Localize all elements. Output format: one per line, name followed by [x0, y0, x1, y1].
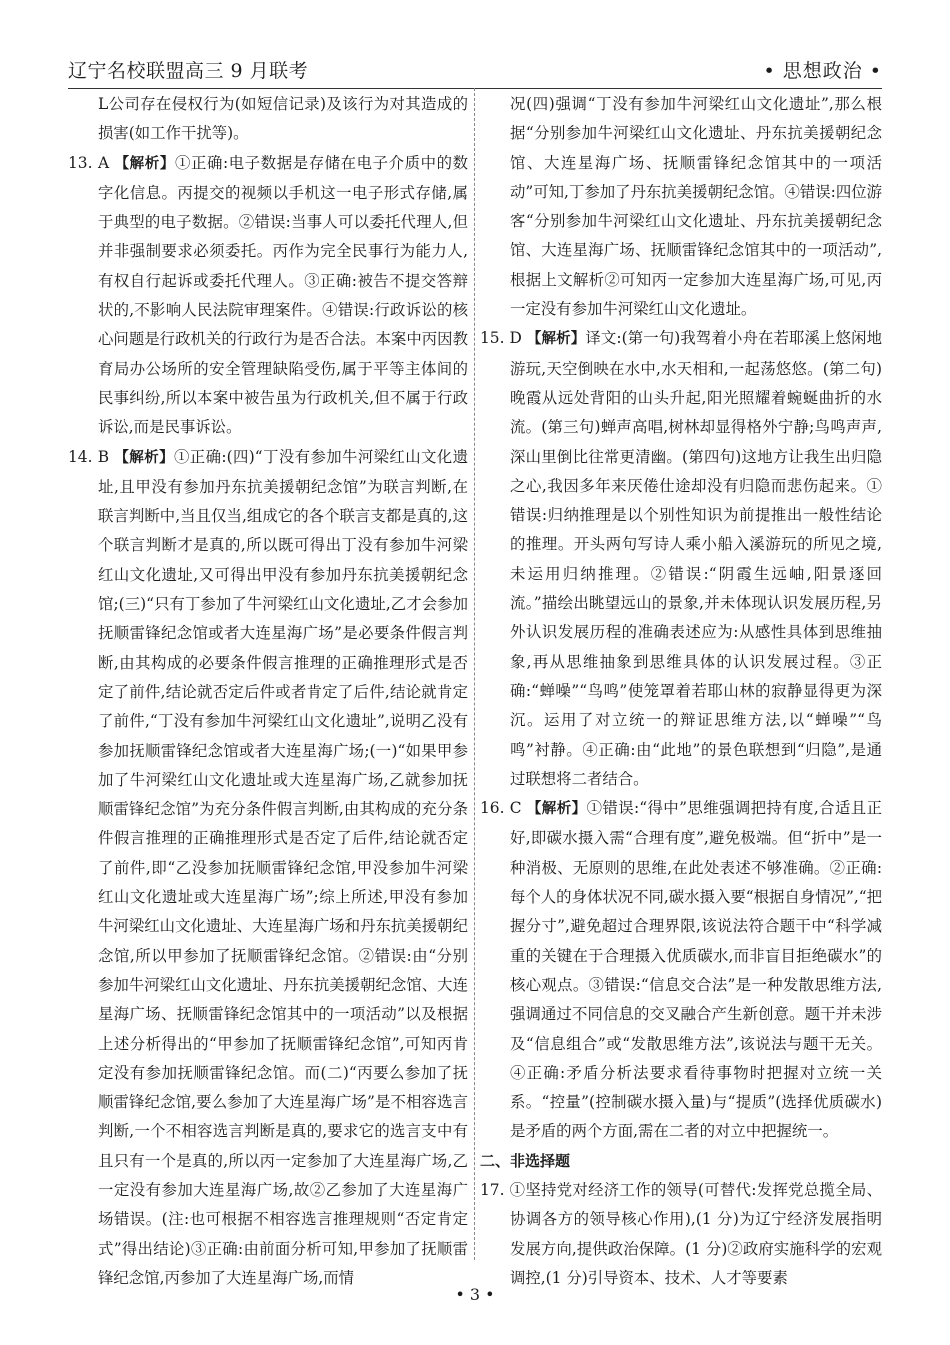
section-heading-nonchoice: 二、非选择题 — [480, 1151, 571, 1170]
column-divider — [474, 88, 475, 1260]
page-number: • 3 • — [455, 1285, 495, 1304]
q16-analysis-text: ①错误:“得中”思维强调把持有度,合适且正好,即碳水摄入需“合理有度”,避免极端。但“折中”是一种消极、无原则的思维,在此处表述不够准确。②正确:每个人的身体状况不同,碳水摄入要“根据自身情况”,“把握分寸”,避免超过合理界限,该说法符合题干中“科学减重的关键在于合理摄入优质碳水,而非盲目拒绝碳水”的核心观点。③错误:“信息交合法”是一种发散思维方法,强调通过不同信息的交叉融合产生新创意。题干并未涉及“信息组合”或“发散思维方法”,该说法与题干无关。④正确:矛盾分析法要求看待事物时把握对立统一关系。“控量”(控制碳水摄入量)与“提质”(选择优质碳水)是矛盾的两个方面,需在二者的对立中把握统一。 — [510, 799, 883, 1141]
q15-number: 15. D — [480, 329, 527, 348]
q16-number: 16. C — [480, 799, 527, 818]
q14-analysis-tag: 【解析】 — [114, 449, 175, 466]
q14-answer — [68, 443, 468, 1294]
left-column — [68, 90, 468, 1287]
q15-analysis-text: 译文:(第一句)我驾着小舟在若耶溪上悠闲地游玩,天空倒映在水中,水天相和,一起荡悠悠。(第二句)晚霞从远处背阳的山头升起,阳光照耀着蜿蜒曲折的水流。(第三句)蝉声高唱,树林却显得格外宁静;鸟鸣声声,深山里倒比往常更清幽。(第四句)这地方让我生出归隐之心,我因多年来厌倦仕途却没有归隐而悲伤起来。①错误:归纳推理是以个别性知识为前提推出一般性结论的推理。开头两句写诗人乘小船入溪游玩的所见之境,未运用归纳推理。②错误:“阴霞生远岫,阳景逐回流。”描绘出眺望远山的景象,并未体现认识发展历程,另外认识发展历程的准确表述应为:从感性具体到思维抽象,再从思维抽象到思维具体的认识发展过程。③正确:“蝉噪”“鸟鸣”使笼罩着若耶山林的寂静显得更为深沉。运用了对立统一的辩证思维方法,以“蝉噪”“鸟鸣”衬静。④正确:由“此地”的景色联想到“归隐”,是通过联想将二者结合。 — [510, 329, 882, 788]
q15-answer — [480, 324, 882, 794]
q15-analysis-tag: 【解析】 — [526, 331, 586, 348]
q14-analysis-text: ①正确:(四)“丁没有参加牛河梁红山文化遗址,且甲没有参加丹东抗美援朝纪念馆”为联言判断,在联言判断中,当且仅当,组成它的各个联言支都是真的,这个联言判断才是真的,所以既可得出丁没有参加牛河梁红山文化遗址,又可得出甲没有参加丹东抗美援朝纪念馆;(三)“只有丁参加了牛河梁红山文化遗址,乙才会参加抚顺雷锋纪念馆或者大连星海广场”是必要条件假言判断,由其构成的必要条件假言推理的正确推理形式是否定了前件,结论就否定后件或者肯定了后件,结论就肯定了前件,“丁没有参加牛河梁红山文化遗址”,说明乙没有参加抚顺雷锋纪念馆或者大连星海广场;(一)“如果甲参加了牛河梁红山文化遗址或大连星海广场,乙就参加抚顺雷锋纪念馆”为充分条件假言判断,由其构成的充分条件假言推理的正确推理形式是否定了后件,结论就否定了前件,即“乙没参加抚顺雷锋纪念馆,甲没参加牛河梁红山文化遗址或大连星海广场”;综上所述,甲没有参加牛河梁红山文化遗址、大连星海广场和丹东抗美援朝纪念馆,所以甲参加了抚顺雷锋纪念馆。②错误:由“分别参加牛河梁红山文化遗址、丹东抗美援朝纪念馆、大连星海广场、抚顺雷锋纪念馆其中的一项活动”以及根据上述分析得出的“甲参加了抚顺雷锋纪念馆”,可知丙肯定没有参加抚顺雷锋纪念馆。而(二)“丙要么参加了抚顺雷锋纪念馆,要么参加了大连星海广场”是不相容选言判断,一个不相容选言判断是真的,要求它的选言支中有且只有一个是真的,所以丙一定参加了大连星海广场,乙一定没有参加大连星海广场,故②乙参加了大连星海广场错误。(注:也可根据不相容选言推理规则“否定肯定式”得出结论)③正确:由前面分析可知,甲参加了抚顺雷锋纪念馆,丙参加了大连星海广场,而情 — [98, 447, 468, 1287]
q16-answer — [480, 794, 882, 1147]
subject-label: • 思想政治 • — [763, 60, 882, 82]
q17-answer — [480, 1176, 882, 1293]
q13-analysis-text: ①正确:电子数据是存储在电子介质中的数字化信息。丙提交的视频以手机这一电子形式存储,属于典型的电子数据。②错误:当事人可以委托代理人,但并非强制要求必须委托。丙作为完全民事行为能力人,有权自行起诉或委托代理人。③正确:被告不提交答辩状的,不影响人民法院审理案件。④错误:行政诉讼的核心问题是行政机关的行政行为是否合法。本案中丙因教育局办公场所的安全管理缺陷受伤,属于平等主体间的民事纠纷,所以本案中被告虽为行政机关,但不属于行政诉讼,而是民事诉讼。 — [98, 153, 468, 437]
q17-number: 17. — [480, 1180, 510, 1199]
q12-continuation: L公司存在侵权行为(如短信记录)及该行为对其造成的损害(如工作干扰等)。 — [98, 95, 468, 143]
page-header — [68, 52, 882, 89]
q14-number: 14. B — [68, 447, 115, 466]
q13-analysis-tag: 【解析】 — [114, 155, 175, 172]
q14-continuation: 况(四)强调“丁没有参加牛河梁红山文化遗址”,那么根据“分别参加牛河梁红山文化遗址、丹东抗美援朝纪念馆、大连星海广场、抚顺雷锋纪念馆其中的一项活动”可知,丁参加了丹东抗美援朝纪念馆。④错误:四位游客“分别参加牛河梁红山文化遗址、丹东抗美援朝纪念馆、大连星海广场、抚顺雷锋纪念馆其中的一项活动”,根据上文解析②可知丙一定参加大连星海广场,可见,丙一定没有参加牛河梁红山文化遗址。 — [510, 95, 882, 319]
q13-answer — [68, 149, 468, 443]
exam-title: 辽宁名校联盟高三 9 月联考 — [68, 60, 309, 82]
q13-number: 13. A — [68, 153, 115, 172]
q16-analysis-tag: 【解析】 — [526, 801, 587, 818]
q17-answer-text: ①坚持党对经济工作的领导(可替代:发挥党总揽全局、协调各方的领导核心作用),(1 分)为辽宁经济发展指明发展方向,提供政治保障。(1 分)②政府实施科学的宏观调控,(1 分)引导资本、技术、人才等要素 — [509, 1180, 882, 1287]
right-column — [480, 90, 883, 1287]
